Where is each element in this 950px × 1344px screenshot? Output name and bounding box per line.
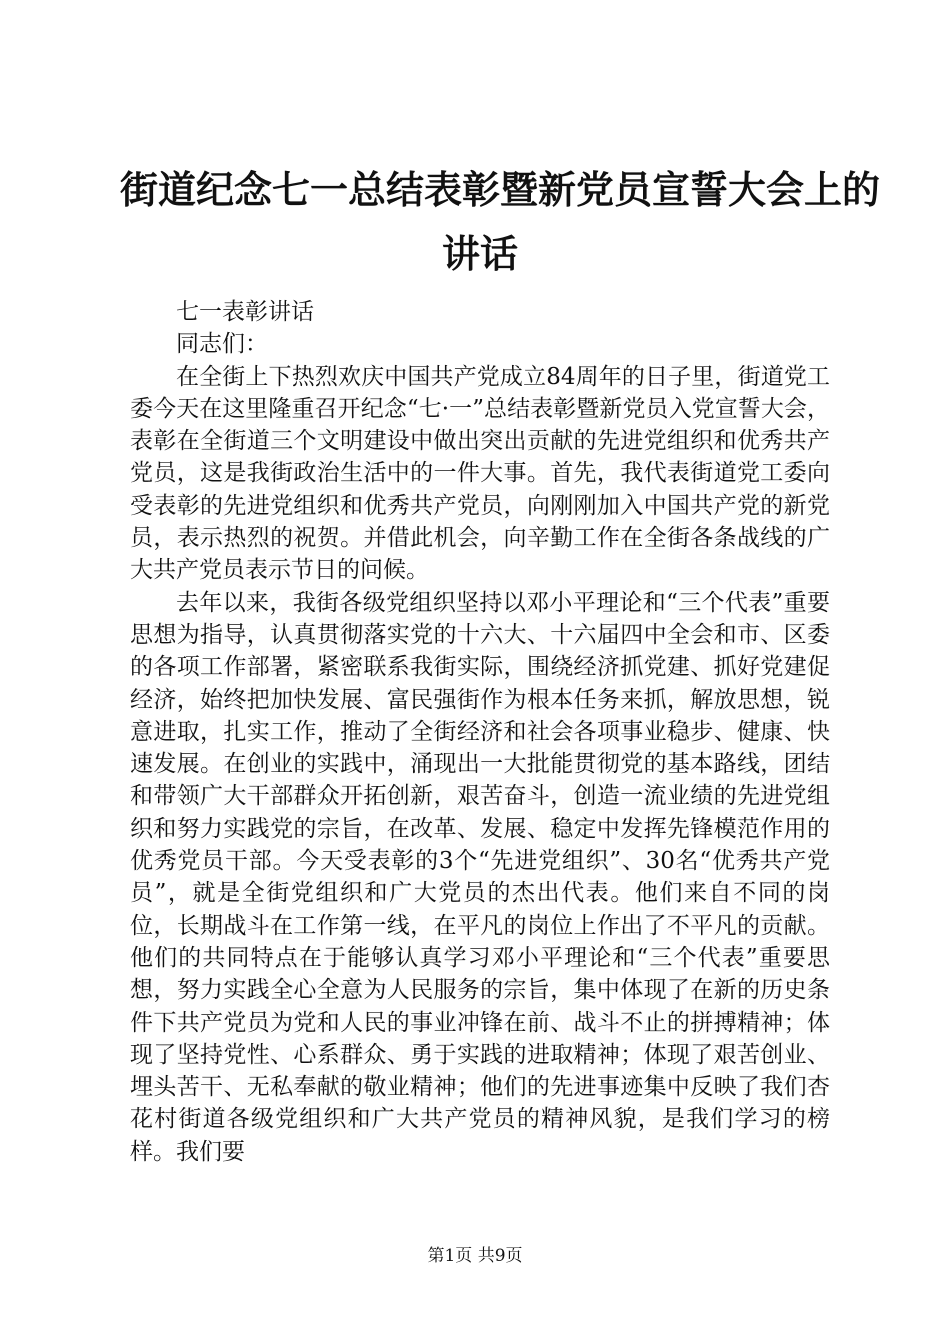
paragraph: 在全街上下热烈欢庆中国共产党成立84周年的日子里，街道党工委今天在这里隆重召开纪念“七·一”总结表彰暨新党员入党宣誓大会，表彰在全街道三个文明建设中做出突出贡献的先进党组织和优秀共产党员，这是我街政治生活中的一件大事。首先，我代表街道党工委向受表彰的先进党组织和优秀共产党员，向刚刚加入中国共产党的新党员，表示热烈的祝贺。并借此机会，向辛勤工作在全街各条战线的广大共产党员表示节日的问候。: [130, 363, 830, 584]
paragraph: 去年以来，我街各级党组织坚持以邓小平理论和“三个代表”重要思想为指导，认真贯彻落实党的十六大、十六届四中全会和市、区委的各项工作部署，紧密联系我街实际，围绕经济抓党建、抓好党建促经济，始终把加快发展、富民强街作为根本任务来抓，解放思想，锐意进取，扎实工作，推动了全街经济和社会各项事业稳步、健康、快速发展。在创业的实践中，涌现出一大批能贯彻党的基本路线，团结和带领广大干部群众开拓创新，艰苦奋斗，创造一流业绩的先进党组织和努力实践党的宗旨，在改革、发展、稳定中发挥先锋模范作用的优秀党员干部。今天受表彰的3个“先进党组织”、30名“优秀共产党员”，就是全街党组织和广大党员的杰出代表。他们来自不同的岗位，长期战斗在工作第一线，在平凡的岗位上作出了不平凡的贡献。他们的共同特点在于能够认真学习邓小平理论和“三个代表”重要思想，努力实践全心全意为人民服务的宗旨，集中体现了在新的历史条件下共产党员为党和人民的事业冲锋在前、战斗不止的拼搏精神；体现了坚持党性、心系群众、勇于实践的进取精神；体现了艰苦创业、埋头苦干、无私奉献的敬业精神；他们的先进事迹集中反映了我们杏花村街道各级党组织和广大共产党员的精神风貌，是我们学习的榜样。我们要: [130, 589, 830, 1165]
title-line-2: 讲话: [441, 232, 518, 276]
subtitle: 七一表彰讲话: [176, 299, 314, 325]
page-footer: 第1页 共9页: [427, 1246, 523, 1266]
title-line-1: 街道纪念七一总结表彰暨新党员宣誓大会上的: [120, 168, 881, 212]
salutation: 同志们：: [176, 331, 268, 358]
document-title: [120, 158, 881, 286]
document-body: [130, 296, 830, 1168]
